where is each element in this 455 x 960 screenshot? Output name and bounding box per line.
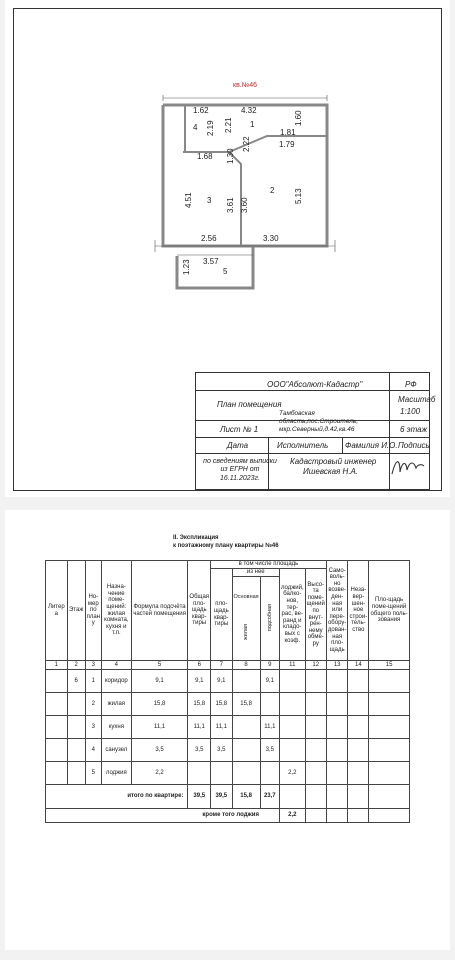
cell-formula: 15,8 xyxy=(131,693,188,716)
plan-label: План помещения xyxy=(217,400,282,409)
cell-apt: 9,1 xyxy=(211,670,232,693)
cell-num: 3 xyxy=(85,716,101,739)
cell-apt: 15,8 xyxy=(211,693,232,716)
table-row xyxy=(46,716,410,739)
address: Тамбовская область,пос.Строитель, мкр.Северный,д.42,кв.46 xyxy=(279,410,359,433)
total-aux: 23,7 xyxy=(260,785,279,809)
cell-loggia: 2,2 xyxy=(279,762,305,785)
total-living: 15,8 xyxy=(232,785,260,809)
header-self-built: Само- воль- но возве- ден- ная или пере- обору- дован- ная пло- щадь xyxy=(326,561,348,661)
explication-subtitle: к поэтажному плану квартиры №46 xyxy=(173,543,279,549)
cell-name: коридор xyxy=(102,670,132,693)
dim-r5-width: 3.57 xyxy=(203,257,219,266)
col-number: 6 xyxy=(188,661,211,670)
cell-aux: 9,1 xyxy=(260,670,279,693)
dim-r2-left: 3.60 xyxy=(240,197,249,213)
scale-label: Масштаб xyxy=(398,395,436,404)
cell-loggia xyxy=(279,739,305,762)
cell-apt xyxy=(211,762,232,785)
cell-name: лоджия xyxy=(102,762,132,785)
cell-floor xyxy=(67,762,85,785)
dim-r2-height: 5.13 xyxy=(294,188,303,204)
dim-r3-right: 3.61 xyxy=(226,197,235,213)
cell-formula: 9,1 xyxy=(131,670,188,693)
cell-aux xyxy=(260,762,279,785)
cell-apt: 3,5 xyxy=(211,739,232,762)
cell-formula: 11,1 xyxy=(131,716,188,739)
col-number: 12 xyxy=(305,661,326,670)
header-number: Но- мер по план у xyxy=(85,561,101,661)
date-label: Дата xyxy=(227,441,249,450)
engineer-role: Кадастровый инженер xyxy=(290,457,377,466)
cell-total: 9,1 xyxy=(188,670,211,693)
header-height: Высо- та поме- щений по внут- рен- нему обме- ру xyxy=(305,569,326,661)
loggia-row xyxy=(46,809,410,823)
apartment-label: кв.№46 xyxy=(233,82,258,89)
dim-r2-top2: 1.79 xyxy=(279,140,295,149)
dim-r4-side: 2.19 xyxy=(206,120,215,136)
cell-name: жилая xyxy=(102,693,132,716)
dim-r3-bottom: 2.56 xyxy=(201,234,217,243)
room-2-label: 2 xyxy=(270,186,275,195)
source-note: по сведениям выписки из ЕГРН от 16.11.2023г. xyxy=(203,458,277,482)
room-3-label: 3 xyxy=(207,196,212,205)
header-of-them: из нее xyxy=(232,569,279,577)
cell-floor: 6 xyxy=(67,670,85,693)
cell-living xyxy=(232,670,260,693)
header-including: в том числе площадь xyxy=(211,561,327,569)
explication-table xyxy=(45,560,410,823)
cell-living xyxy=(232,762,260,785)
col-number: 2 xyxy=(67,661,85,670)
col-number: 13 xyxy=(326,661,348,670)
col-number: 9 xyxy=(260,661,279,670)
signature-label: Подпись xyxy=(398,441,430,450)
cell-aux xyxy=(260,693,279,716)
cell-formula: 3,5 xyxy=(131,739,188,762)
cell-num: 1 xyxy=(85,670,101,693)
sheet-number: Лист № 1 xyxy=(220,425,259,434)
company-name: ООО"Абсолют-Кадастр" xyxy=(267,380,363,389)
total-apt: 39,5 xyxy=(211,785,232,809)
total-area: 39,5 xyxy=(188,785,211,809)
rf-label: РФ xyxy=(405,380,417,389)
header-loggia: лоджий, балко- нов, тер- рас, ве- ранд и кладо- вых с коэф. xyxy=(279,569,305,661)
executor-label: Исполнитель xyxy=(277,441,329,450)
cell-total: 3,5 xyxy=(188,739,211,762)
cell-floor xyxy=(67,716,85,739)
table-row xyxy=(46,670,410,693)
scale-value: 1:100 xyxy=(400,407,421,416)
cell-floor xyxy=(67,693,85,716)
dim-r4-bottom: 1.68 xyxy=(197,152,213,161)
header-living: жилая xyxy=(243,624,250,641)
dim-r1-side: 2.21 xyxy=(224,117,233,133)
cell-loggia xyxy=(279,693,305,716)
dim-r2-top-right: 1.60 xyxy=(294,110,303,126)
cell-living xyxy=(232,739,260,762)
col-number: 1 xyxy=(46,661,68,670)
floor-plan-page xyxy=(5,0,450,497)
name-label: Фамилия И.О. xyxy=(345,441,398,450)
signature-mark xyxy=(388,452,428,482)
col-number: 5 xyxy=(131,661,188,670)
room-4-label: 4 xyxy=(193,123,198,132)
floor-label: 6 этаж xyxy=(400,425,428,434)
cell-num: 2 xyxy=(85,693,101,716)
col-number: 15 xyxy=(369,661,410,670)
col-number: 11 xyxy=(279,661,305,670)
cell-aux: 11,1 xyxy=(260,716,279,739)
cell-total xyxy=(188,762,211,785)
col-number: 3 xyxy=(85,661,101,670)
cell-name: кухня xyxy=(102,716,132,739)
cell-floor xyxy=(67,739,85,762)
cell-living: 15,8 xyxy=(232,693,260,716)
loggia-total: 2,2 xyxy=(279,809,305,823)
cell-total: 11,1 xyxy=(188,716,211,739)
col-number: 14 xyxy=(348,661,369,670)
header-common: Пло-щадь поме-щений общего поль-зования xyxy=(369,561,410,661)
dim-r2-bottom: 3.30 xyxy=(263,234,279,243)
dim-r5-height: 1.23 xyxy=(182,259,191,275)
table-row xyxy=(46,693,410,716)
cell-total: 15,8 xyxy=(188,693,211,716)
explication-page xyxy=(5,510,450,950)
dim-r2-top: 1.81 xyxy=(280,128,296,137)
cell-living xyxy=(232,716,260,739)
header-main: Основная xyxy=(233,594,259,601)
header-aux-cell xyxy=(260,577,279,661)
room-5-label: 5 xyxy=(223,267,228,276)
header-total-area: Общая пло- щадь квар- тиры xyxy=(188,561,211,661)
header-litera: Литер а xyxy=(46,561,68,661)
col-number: 4 xyxy=(102,661,132,670)
column-number-row xyxy=(46,661,410,670)
col-number: 8 xyxy=(232,661,260,670)
dim-r3-height: 4.51 xyxy=(184,192,193,208)
header-floor: Этаж xyxy=(67,561,85,661)
header-formula: Формула подсчёта частей помещения xyxy=(131,561,188,661)
table-row xyxy=(46,762,410,785)
dim-r4-top: 1.62 xyxy=(193,106,209,115)
room-1-label: 1 xyxy=(250,120,255,129)
dim-diagonal-2: 1.30 xyxy=(226,148,235,164)
dim-r1-top: 4.32 xyxy=(241,106,257,115)
explication-title: II. Экспликация xyxy=(173,535,219,541)
cell-apt: 11,1 xyxy=(211,716,232,739)
cell-loggia xyxy=(279,670,305,693)
cell-num: 4 xyxy=(85,739,101,762)
header-purpose: Назна- чение поме- щений: жилая комната, кухня и т.п. xyxy=(102,561,132,661)
loggia-label: кроме того лоджия xyxy=(46,809,280,823)
cell-aux: 3,5 xyxy=(260,739,279,762)
header-apt-area: пло- щадь квар- тиры xyxy=(211,569,232,661)
col-number: 7 xyxy=(211,661,232,670)
header-main-group xyxy=(232,577,260,661)
total-label: итого по квартире: xyxy=(46,785,188,809)
cell-loggia xyxy=(279,716,305,739)
cell-formula: 2,2 xyxy=(131,762,188,785)
cell-name: санузел xyxy=(102,739,132,762)
dim-diagonal-1: 2.22 xyxy=(242,136,251,152)
table-row xyxy=(46,739,410,762)
engineer-name: Ишевская Н.А. xyxy=(303,467,359,476)
header-unbuilt: Неза- вер- шен- ное строи- тель- ство xyxy=(348,561,369,661)
header-aux: подсобная xyxy=(266,603,273,631)
cell-num: 5 xyxy=(85,762,101,785)
totals-row xyxy=(46,785,410,809)
